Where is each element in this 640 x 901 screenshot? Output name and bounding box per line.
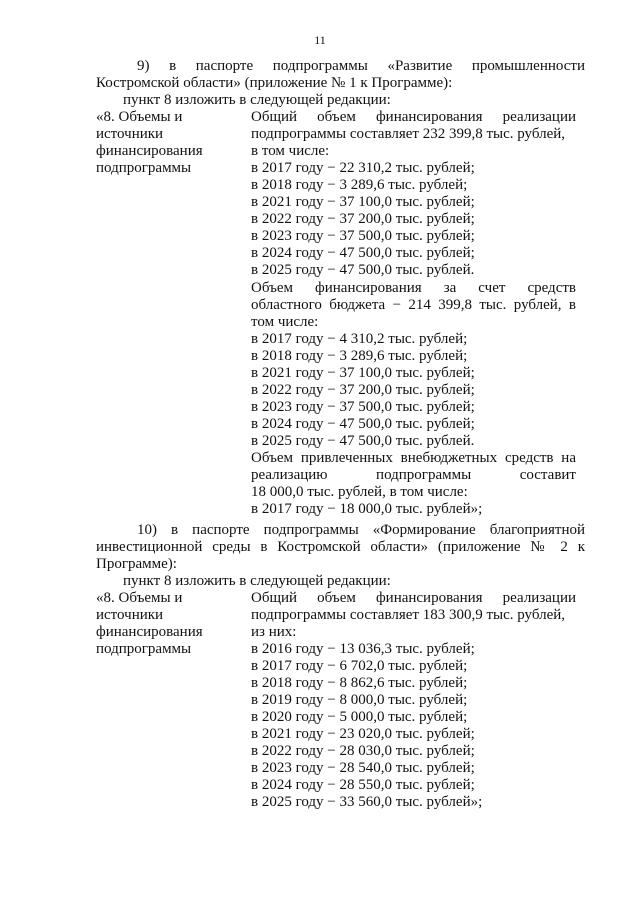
item9-line1: 9) в паспорте подпрограммы «Развитие промышленности [137, 58, 585, 74]
year-line: в 2022 году − 28 030,0 тыс. рублей; [251, 743, 475, 759]
item10-label [96, 590, 203, 658]
year-line: в 2017 году − 22 310,2 тыс. рублей; [251, 160, 475, 176]
item9-text-line: том числе: [251, 314, 319, 330]
year-line: в 2024 году − 28 550,0 тыс. рублей; [251, 777, 475, 793]
item9-regional-years [251, 314, 475, 450]
item9-label-line: финансирования [96, 143, 203, 159]
item10-label-line: «8. Объемы и [96, 590, 183, 606]
item9-text-line: в том числе: [251, 143, 330, 159]
year-line: в 2025 году − 47 500,0 тыс. рублей. [251, 433, 475, 449]
year-line: в 2024 году − 47 500,0 тыс. рублей; [251, 245, 475, 261]
year-line: в 2018 году − 8 862,6 тыс. рублей; [251, 675, 468, 691]
year-line: в 2021 году − 37 100,0 тыс. рублей; [251, 194, 475, 210]
item9-regional-first: Объем финансирования за счет средств [251, 280, 576, 296]
item10-total-first: Общий объем финансирования реализации [251, 590, 576, 606]
year-line: в 2021 году − 23 020,0 тыс. рублей; [251, 726, 475, 742]
item10-label-line: подпрограммы [96, 641, 192, 657]
year-line: в 2017 году − 6 702,0 тыс. рублей; [251, 658, 468, 674]
item10-line3: Программе): [96, 556, 177, 572]
year-line: в 2018 году − 3 289,6 тыс. рублей; [251, 348, 468, 364]
item10-line2: инвестиционной среды в Костромской области» (приложение № 2 к [96, 539, 585, 555]
year-line: в 2025 году − 47 500,0 тыс. рублей. [251, 262, 475, 278]
item10-total-rest [251, 607, 565, 811]
year-line: в 2025 году − 33 560,0 тыс. рублей»; [251, 794, 483, 810]
item9-text-line: подпрограммы составляет 232 399,8 тыс. рублей, [251, 126, 566, 142]
year-line: в 2021 году − 37 100,0 тыс. рублей; [251, 365, 475, 381]
item10-text-line: подпрограммы составляет 183 300,9 тыс. рублей, [251, 607, 566, 623]
year-line: в 2020 году − 5 000,0 тыс. рублей; [251, 709, 468, 725]
year-line: в 2016 году − 13 036,3 тыс. рублей; [251, 641, 475, 657]
item9-line2: Костромской области» (приложение № 1 к Программе): [96, 75, 453, 91]
item10-line4: пункт 8 изложить в следующей редакции: [123, 573, 391, 589]
item9-total-first: Общий объем финансирования реализации [251, 109, 576, 125]
item10-line1: 10) в паспорте подпрограммы «Формирование благоприятной [137, 522, 585, 538]
year-line: в 2017 году − 4 310,2 тыс. рублей; [251, 331, 468, 347]
item9-label-line: «8. Объемы и [96, 109, 183, 125]
item9-label-line: подпрограммы [96, 160, 192, 176]
item10-label-line: финансирования [96, 624, 203, 640]
item9-extrabudget-second: реализацию подпрограммы составит [251, 467, 576, 483]
item9-extrabudget-fourth: в 2017 году − 18 000,0 тыс. рублей»; [251, 501, 483, 517]
item9-line3: пункт 8 изложить в следующей редакции: [123, 92, 391, 108]
item9-extrabudget-first: Объем привлеченных внебюджетных средств на [251, 450, 576, 466]
item9-label [96, 109, 203, 177]
year-line: в 2022 году − 37 200,0 тыс. рублей; [251, 211, 475, 227]
year-line: в 2023 году − 37 500,0 тыс. рублей; [251, 228, 475, 244]
item9-extrabudget-third: 18 000,0 тыс. рублей, в том числе: [251, 484, 468, 500]
item9-total-rest [251, 126, 565, 279]
item10-text-line: из них: [251, 624, 297, 640]
year-line: в 2023 году − 37 500,0 тыс. рублей; [251, 399, 475, 415]
page-number: 11 [314, 33, 326, 47]
item10-label-line: источники [96, 607, 164, 623]
year-line: в 2018 году − 3 289,6 тыс. рублей; [251, 177, 468, 193]
item9-regional-second: областного бюджета − 214 399,8 тыс. рублей, в [251, 297, 576, 313]
year-line: в 2022 году − 37 200,0 тыс. рублей; [251, 382, 475, 398]
year-line: в 2023 году − 28 540,0 тыс. рублей; [251, 760, 475, 776]
item9-label-line: источники [96, 126, 164, 142]
year-line: в 2019 году − 8 000,0 тыс. рублей; [251, 692, 468, 708]
year-line: в 2024 году − 47 500,0 тыс. рублей; [251, 416, 475, 432]
